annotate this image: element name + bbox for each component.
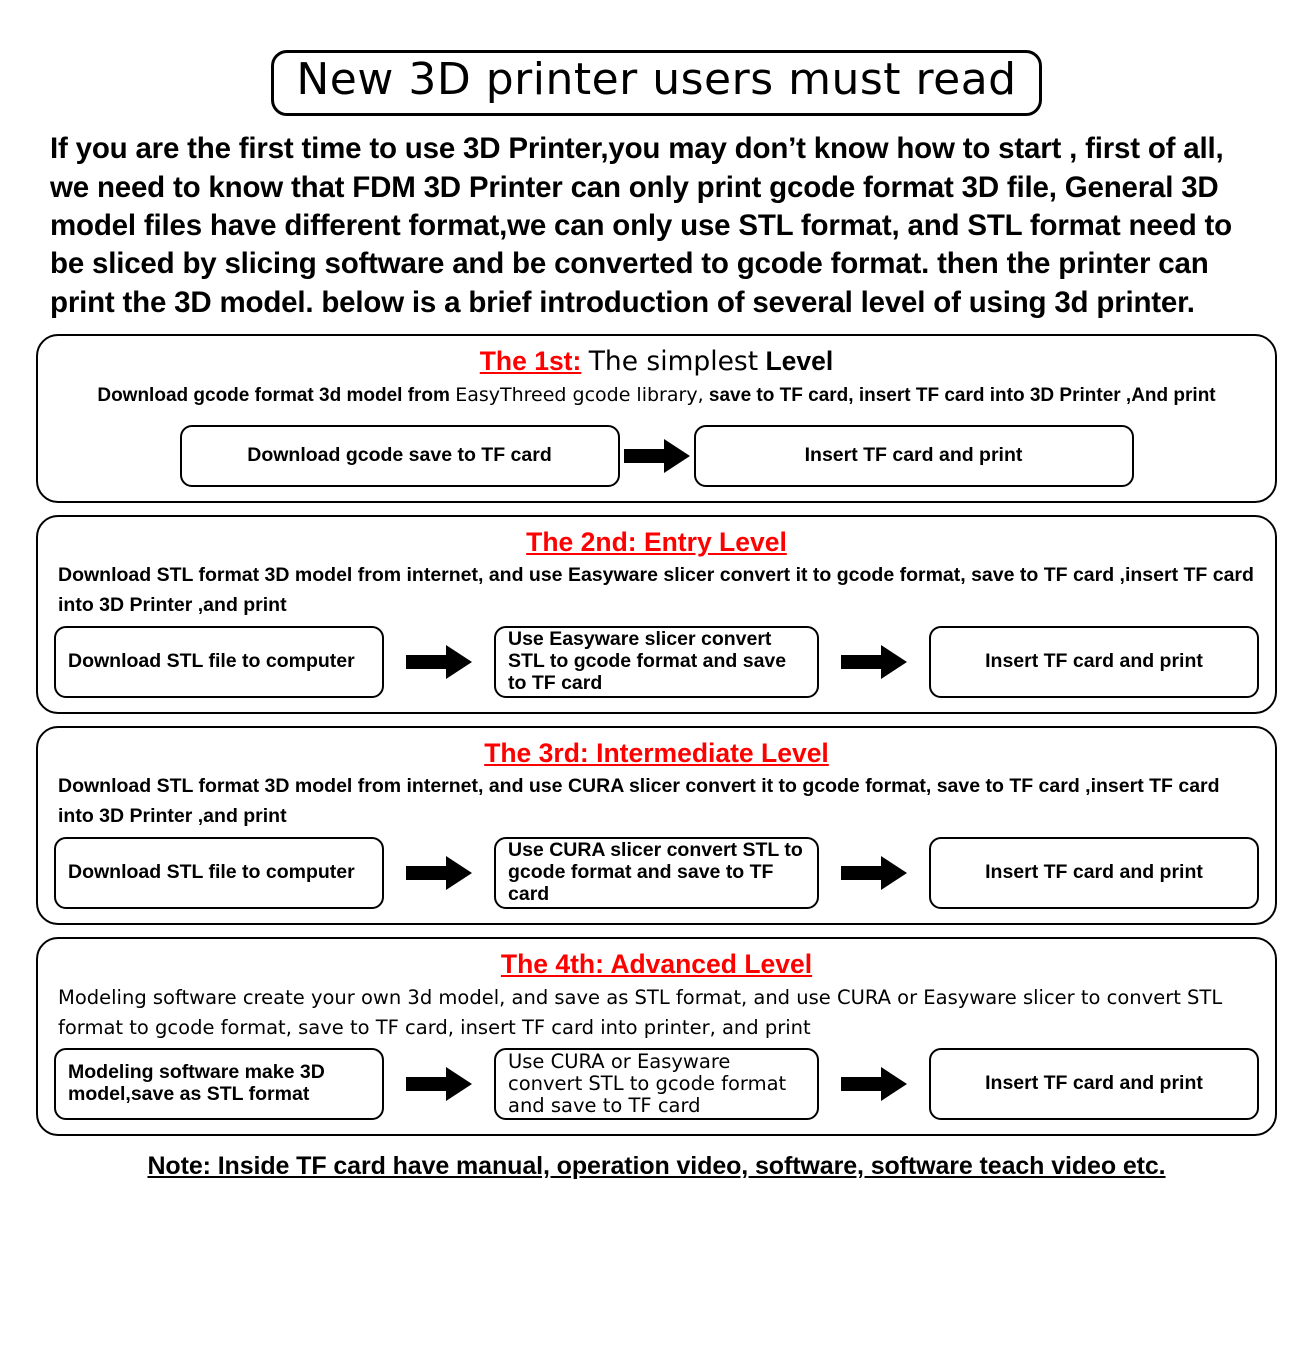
intro-paragraph: If you are the first time to use 3D Printer,you may don’t know how to start , first of all, we need to know that FDM 3D Printer can only print gcode format 3D file, General 3D model files have different format,we can only use STL format, and STL format need to be sliced by slicing software and be converted to gcode format. then the printer can print the 3D model. below is a brief introduction of several level of using 3d printer. xyxy=(50,132,1232,319)
level-1-title-prefix: The 1st: xyxy=(479,345,582,376)
level-1-desc-part-b: save to TF card, insert TF card into 3D Printer ,And print xyxy=(708,385,1216,407)
level-3-step-2: Use CURA slicer convert STL to gcode format and save to TF card xyxy=(494,837,819,909)
arrow-right-icon xyxy=(402,645,476,679)
level-3-description: Download STL format 3D model from internet, and use CURA slicer convert it to gcode format, save to TF card ,insert TF card into 3D Printer ,and print xyxy=(58,775,1220,827)
level-3-title-text: The 3rd: Intermediate Level xyxy=(484,737,829,768)
arrow-right-icon xyxy=(620,439,694,473)
level-1-title xyxy=(54,346,1259,377)
level-1-description xyxy=(58,381,1255,411)
level-1-title-suffix: Level xyxy=(765,345,834,376)
level-card-1 xyxy=(36,334,1277,503)
level-3-step-3: Insert TF card and print xyxy=(929,837,1259,909)
level-1-step-1: Download gcode save to TF card xyxy=(180,425,620,487)
title-container xyxy=(36,50,1277,116)
level-3-step-1: Download STL file to computer xyxy=(54,837,384,909)
level-2-step-2: Use Easyware slicer convert STL to gcode format and save to TF card xyxy=(494,626,819,698)
level-2-flow xyxy=(54,626,1259,698)
arrow-right-icon xyxy=(402,1067,476,1101)
level-card-4 xyxy=(36,937,1277,1136)
level-2-title-text: The 2nd: Entry Level xyxy=(526,526,787,557)
infographic-page xyxy=(0,50,1313,1363)
level-1-step-2: Insert TF card and print xyxy=(694,425,1134,487)
page-title: New 3D printer users must read xyxy=(271,50,1041,116)
arrow-right-icon xyxy=(837,1067,911,1101)
level-3-title xyxy=(54,738,1259,768)
arrow-right-icon xyxy=(402,856,476,890)
level-1-desc-library: EasyThreed gcode library, xyxy=(455,384,704,407)
footer-note: Note: Inside TF card have manual, operation video, software, software teach video etc. xyxy=(147,1151,1166,1180)
level-card-3 xyxy=(36,726,1277,925)
level-4-flow xyxy=(54,1048,1259,1120)
level-2-step-3: Insert TF card and print xyxy=(929,626,1259,698)
level-1-flow xyxy=(54,425,1259,487)
level-2-title xyxy=(54,527,1259,557)
level-2-description: Download STL format 3D model from internet, and use Easyware slicer convert it to gcode format, save to TF card ,insert TF card into 3D Printer ,and print xyxy=(58,564,1254,616)
arrow-right-icon xyxy=(837,645,911,679)
level-3-flow xyxy=(54,837,1259,909)
level-4-title-text: The 4th: Advanced Level xyxy=(500,948,813,979)
level-1-title-mid: The simplest xyxy=(588,345,759,377)
level-1-desc-part-a: Download gcode format 3d model from xyxy=(97,385,450,407)
level-2-step-1: Download STL file to computer xyxy=(54,626,384,698)
level-4-step-1: Modeling software make 3D model,save as STL format xyxy=(54,1048,384,1120)
level-4-step-3: Insert TF card and print xyxy=(929,1048,1259,1120)
level-4-step-2: Use CURA or Easyware convert STL to gcode format and save to TF card xyxy=(494,1048,819,1120)
level-card-2 xyxy=(36,515,1277,714)
arrow-right-icon xyxy=(837,856,911,890)
level-4-description: Modeling software create your own 3d model, and save as STL format, and use CURA or Easyware slicer to convert STL format to gcode format, save to TF card, insert TF card into printer, and print xyxy=(58,986,1223,1039)
level-4-title xyxy=(54,949,1259,979)
